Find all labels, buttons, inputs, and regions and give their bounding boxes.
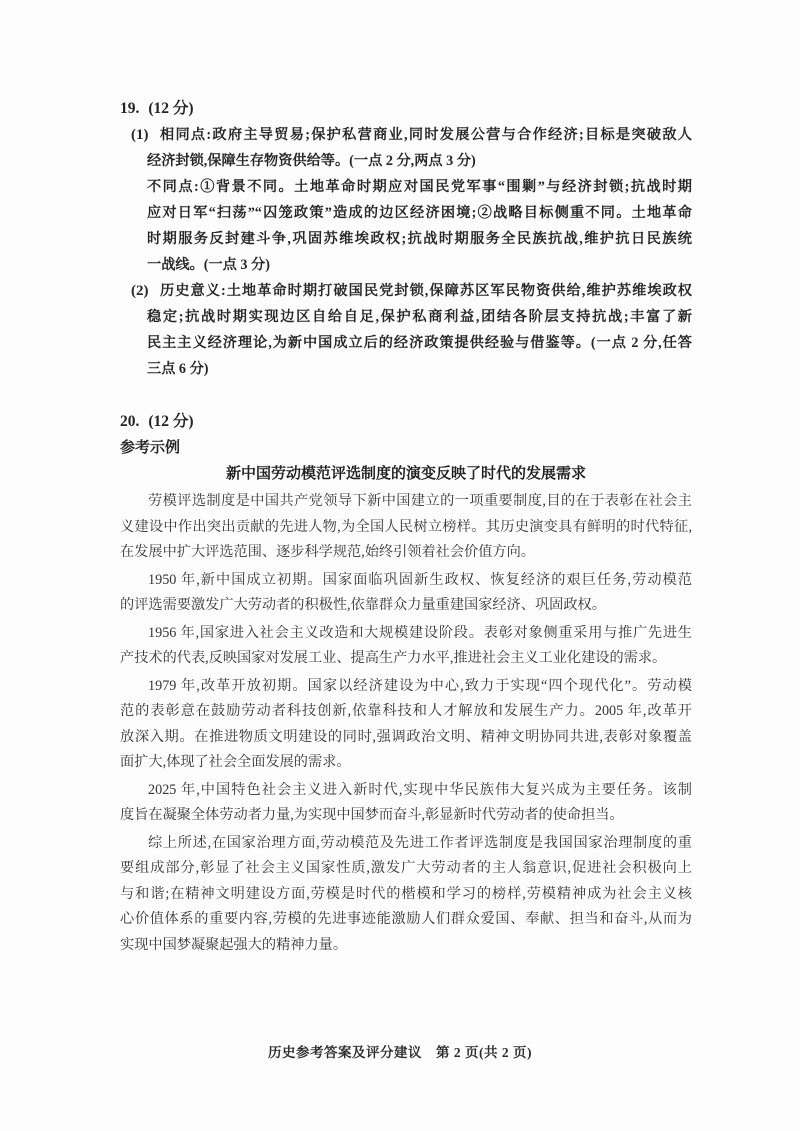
text-line: 三点 6 分) <box>147 361 209 377</box>
reference-example-label: 参考示例 <box>120 440 181 456</box>
text-line: 范的表彰意在鼓励劳动者科技创新,依靠科技和人才解放和发展生产力。2005 年,改革开 <box>120 703 692 719</box>
essay-paragraph-4 <box>120 674 692 776</box>
text-line: 1979 年,改革开放初期。国家以经济建设为中心,致力于实现“四个现代化”。劳动模 <box>148 677 692 694</box>
text-line: 综上所述,在国家治理方面,劳动模范及先进工作者评选制度是我国国家治理制度的重 <box>148 834 692 851</box>
text-line: 义建设中作出突出贡献的先进人物,为全国人民树立榜样。其历史演变具有鲜明的时代特征, <box>120 518 692 535</box>
text-line: 一战线。(一点 3 分) <box>147 257 270 273</box>
text-line: 要组成部分,彰显了社会主义国家性质,激发广大劳动者的主人翁意识,促进社会积极向上 <box>120 860 692 876</box>
question-20-heading <box>120 409 692 435</box>
question-20-number: 20. <box>120 413 140 430</box>
essay-paragraph-1 <box>120 489 692 566</box>
text-line: 不同点:①背景不同。土地革命时期应对国民党军事“围剿”与经济封锁;抗战时期 <box>147 179 692 195</box>
text-line: 应对日军“扫荡”“囚笼政策”造成的边区经济困境;②战略目标侧重不同。土地革命 <box>147 205 692 221</box>
text-line: 1950 年,新中国成立初期。国家面临巩固新生政权、恢复经济的艰巨任务,劳动模范 <box>148 571 692 588</box>
text-line: 历史意义:土地革命时期打破国民党封锁,保障苏区军民物资供给,维护苏维埃政权 <box>160 283 692 299</box>
question-20-score: (12 分) <box>148 413 194 430</box>
essay-title: 新中国劳动模范评选制度的演变反映了时代的发展需求 <box>225 466 586 482</box>
text-line: 产技术的代表,反映国家对发展工业、提高生产力水平,推进社会主义工业化建设的需求。 <box>120 650 667 666</box>
question-19-heading <box>120 96 692 122</box>
essay-paragraph-3 <box>120 621 692 672</box>
text-line: 实现中国梦凝聚起强大的精神力量。 <box>120 936 348 953</box>
essay-paragraph-2 <box>120 568 692 619</box>
question-19-part-1 <box>120 122 692 278</box>
text-line: 劳模评选制度是中国共产党领导下新中国建立的一项重要制度,目的在于表彰在社会主 <box>148 493 692 509</box>
text-line: 2025 年,中国特色社会主义进入新时代,实现中华民族伟大复兴成为主要任务。该制 <box>148 781 692 798</box>
text-line: 经济封锁,保障生存物资供给等。(一点 2 分,两点 3 分) <box>147 153 476 169</box>
text-line: 的评选需要激发广大劳动者的积极性,依靠群众力量重建国家经济、巩固政权。 <box>120 597 606 613</box>
text-line: 稳定;抗战时期实现边区自给自足,保护私商利益,团结各阶层支持抗战;丰富了新 <box>147 309 692 325</box>
part-1-label: (1) <box>131 127 149 143</box>
question-19-part-2 <box>120 278 692 382</box>
essay-paragraph-5 <box>120 778 692 829</box>
text-line: 与和谐;在精神文明建设方面,劳模是时代的楷模和学习的榜样,劳模精神成为社会主义核 <box>120 885 692 902</box>
essay-paragraph-6 <box>120 831 692 959</box>
part-2-label: (2) <box>131 283 149 299</box>
text-line: 心价值体系的重要内容,劳模的先进事迹能激励人们群众爱国、奉献、担当和奋斗,从而为 <box>120 911 692 927</box>
text-line: 放深入期。在推进物质文明建设的同时,强调政治文明、精神文明协同共进,表彰对象覆盖 <box>120 728 692 745</box>
text-line: 时期服务反封建斗争,巩固苏维埃政权;抗战时期服务全民族抗战,维护抗日民族统 <box>147 231 692 247</box>
text-line: 1956 年,国家进入社会主义改造和大规模建设阶段。表彰对象侧重采用与推广先进生 <box>148 624 692 641</box>
text-line: 度旨在凝聚全体劳动者力量,为实现中国梦而奋斗,彰显新时代劳动者的使命担当。 <box>120 807 624 823</box>
question-19-number: 19. <box>120 100 140 117</box>
text-line: 民主主义经济理论,为新中国成立后的经济政策提供经验与借鉴等。(一点 2 分,任答 <box>147 335 692 351</box>
page-content <box>120 96 692 958</box>
question-19-score: (12 分) <box>148 100 194 117</box>
text-line: 面扩大,体现了社会全面发展的需求。 <box>120 754 351 770</box>
text-line: 在发展中扩大评选范围、逐步科学规范,始终引领着社会价值方向。 <box>120 544 535 560</box>
page-footer: 历史参考答案及评分建议 第 2 页(共 2 页) <box>268 1045 532 1060</box>
text-line: 相同点:政府主导贸易;保护私营商业,同时发展公营与合作经济;目标是突破敌人 <box>160 127 692 143</box>
